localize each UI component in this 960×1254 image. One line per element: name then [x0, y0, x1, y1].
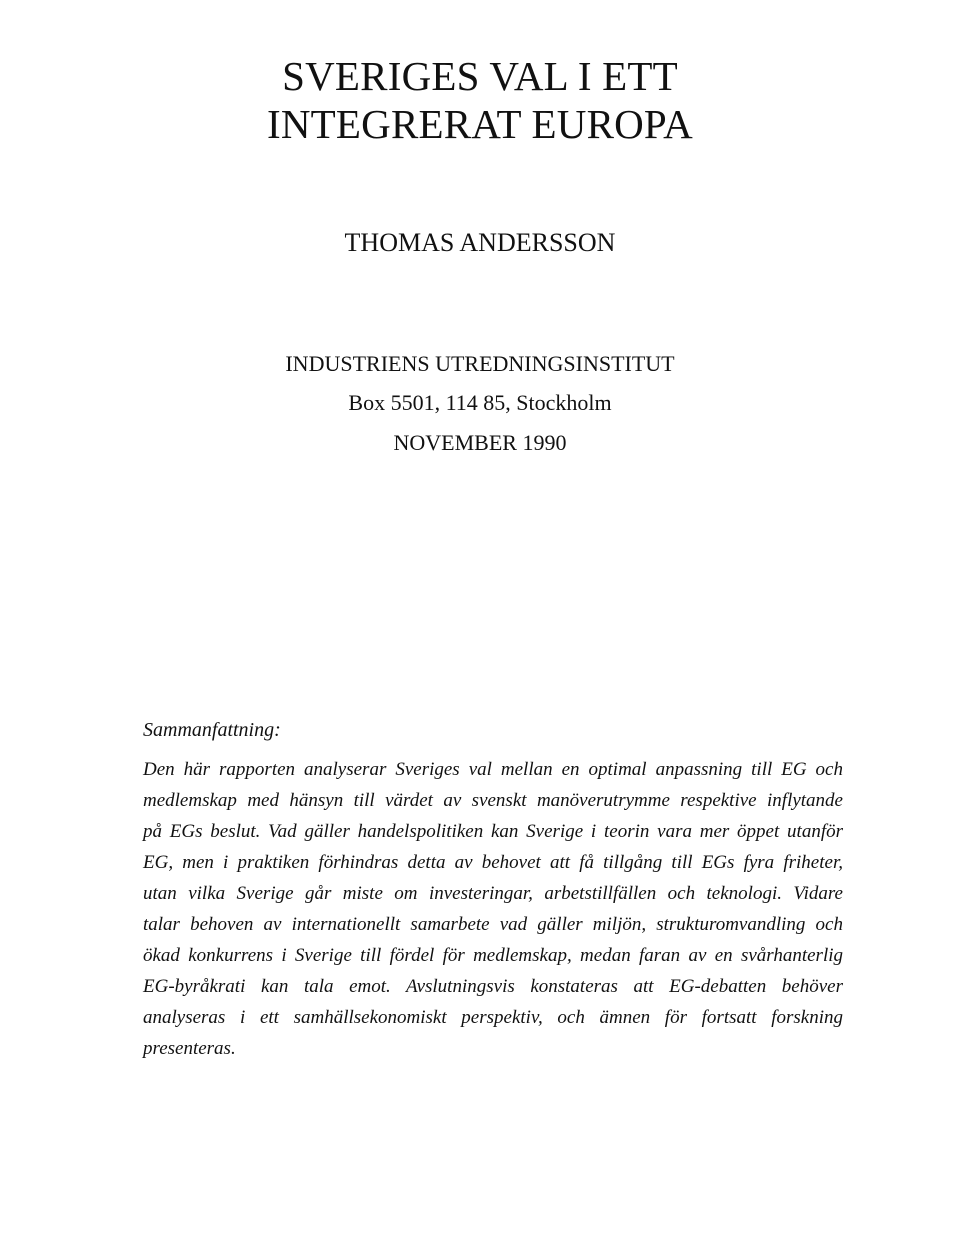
summary-label: Sammanfattning: [143, 719, 281, 741]
summary-line: talar behoven av internationellt samarbete vad gäller miljön, strukturomvandling och [143, 914, 843, 935]
institute-address: Box 5501, 114 85, Stockholm [348, 390, 612, 415]
summary-line: på EGs beslut. Vad gäller handelspolitiken kan Sverige i teorin vara mer öppet utanför [143, 821, 843, 842]
summary-line: presenteras. [143, 1038, 236, 1059]
summary-line: analyseras i ett samhällsekonomiskt perspektiv, och ämnen för fortsatt forskning [143, 1007, 843, 1028]
summary-line: Den här rapporten analyserar Sveriges val mellan en optimal anpassning till EG och [143, 759, 843, 780]
summary-line: medlemskap med hänsyn till värdet av svenskt manöverutrymme respektive inflytande [143, 790, 843, 811]
summary-line: EG-byråkrati kan tala emot. Avslutningsvis konstateras att EG-debatten behöver [143, 976, 843, 997]
institute-name: INDUSTRIENS UTREDNINGSINSTITUT [285, 351, 675, 376]
document-title-line-2: INTEGRERAT EUROPA [267, 101, 693, 147]
summary-line: EG, men i praktiken förhindras detta av behovet att få tillgång till EGs fyra friheter, [143, 852, 843, 873]
publication-date: NOVEMBER 1990 [393, 430, 567, 455]
summary-line: utan vilka Sverige går miste om investeringar, arbetstillfällen och teknologi. Vidare [143, 883, 843, 904]
summary-line: ökad konkurrens i Sverige till fördel för medlemskap, medan faran av en svårhanterlig [143, 945, 843, 966]
author-name: THOMAS ANDERSSON [344, 228, 616, 257]
summary-paragraph [143, 754, 843, 1064]
document-title-line-1: SVERIGES VAL I ETT [282, 53, 678, 99]
document-title [140, 52, 820, 148]
